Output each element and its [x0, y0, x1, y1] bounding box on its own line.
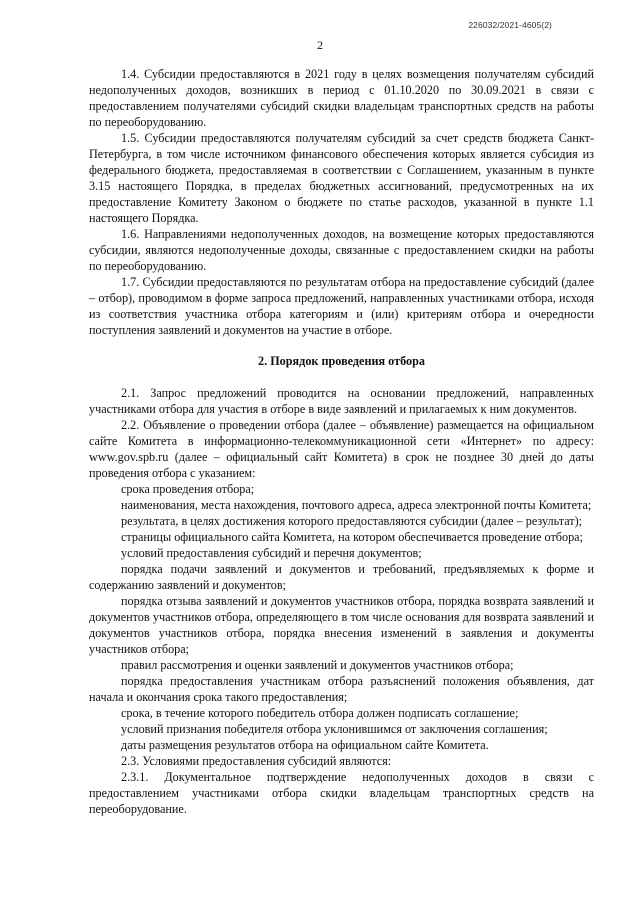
list-item: страницы официального сайта Комитета, на котором обеспечивается проведение отбора; — [121, 530, 583, 544]
paragraph-2-3-1: 2.3.1. Документальное подтверждение недополученных доходов в связи с предоставлением участниками отбора скидки владельцам транспортных средств на переоборудование. — [89, 770, 594, 816]
list-item: срока проведения отбора; — [121, 482, 255, 496]
paragraph-2-3: 2.3. Условиями предоставления субсидий являются: — [121, 754, 392, 768]
document-body — [89, 66, 594, 817]
list-item: срока, в течение которого победитель отбора должен подписать соглашение; — [121, 706, 519, 720]
section-2-title: 2. Порядок проведения отбора — [258, 354, 425, 368]
paragraph-1-5: 1.5. Субсидии предоставляются получателям субсидий за счет средств бюджета Санкт-Петербурга, в том числе источником финансового обеспечения которых является субсидия из федерального бюджета, предоставляемая в соответствии с Соглашением, указанным в пункте 3.15 настоящего Порядка, в пределах бюджетных ассигнований, предусмотренных на их предоставление Комитету Законом о бюджете по статье расходов, указанной в пункте 1.1 настоящего Порядка. — [89, 131, 594, 225]
paragraph-1-4: 1.4. Субсидии предоставляются в 2021 году в целях возмещения получателям субсидий недополученных доходов, возникших в период с 01.10.2020 по 30.09.2021 в связи с предоставлением получателями субсидий скидки владельцам транспортных средств на работы по переоборудованию. — [89, 67, 594, 129]
paragraph-2-2: 2.2. Объявление о проведении отбора (далее – объявление) размещается на официальном сайте Комитета в информационно-телекоммуникационной сети «Интернет» по адресу: www.gov.spb.ru (далее – официальный сайт Комитета) в срок не позднее 30 дней до даты проведения отбора с указанием: — [89, 418, 594, 480]
list-item: порядка отзыва заявлений и документов участников отбора, порядка возврата заявлений и документов участников отбора, определяющего в том числе основания для возврата заявлений и документов участников отбора, порядка внесения изменений в заявления и документы участников отбора; — [89, 594, 594, 656]
list-item: правил рассмотрения и оценки заявлений и документов участников отбора; — [121, 658, 514, 672]
list-item: наименования, места нахождения, почтового адреса, адреса электронной почты Комитета; — [121, 498, 592, 512]
paragraph-1-7: 1.7. Субсидии предоставляются по результатам отбора на предоставление субсидий (далее – отбор), проводимом в форме запроса предложений, направленных участниками отбора, исходя из соответствия участника отбора категориям и (или) критериям отбора и очередности поступления заявлений и документов на участие в отборе. — [89, 275, 594, 337]
list-item: порядка подачи заявлений и документов и требований, предъявляемых к форме и содержанию заявлений и документов; — [89, 562, 594, 592]
document-registration-number: 226032/2021-4605(2) — [468, 20, 552, 30]
list-item: даты размещения результатов отбора на официальном сайте Комитета. — [121, 738, 489, 752]
page-number: 2 — [317, 38, 323, 52]
announcement-items-list — [89, 481, 594, 753]
list-item: условий признания победителя отбора уклонившимся от заключения соглашения; — [121, 722, 548, 736]
list-item: результата, в целях достижения которого предоставляются субсидии (далее – результат); — [121, 514, 583, 528]
list-item: условий предоставления субсидий и перечня документов; — [121, 546, 422, 560]
paragraph-1-6: 1.6. Направлениями недополученных доходов, на возмещение которых предоставляются субсидии, являются недополученные доходы, связанные с предоставлением скидки на работы по переоборудованию. — [89, 227, 594, 273]
paragraph-2-1: 2.1. Запрос предложений проводится на основании предложений, направленных участниками отбора для участия в отборе в виде заявлений и прилагаемых к ним документов. — [89, 386, 594, 416]
list-item: порядка предоставления участникам отбора разъяснений положения объявления, дат начала и окончания срока такого предоставления; — [89, 674, 594, 704]
